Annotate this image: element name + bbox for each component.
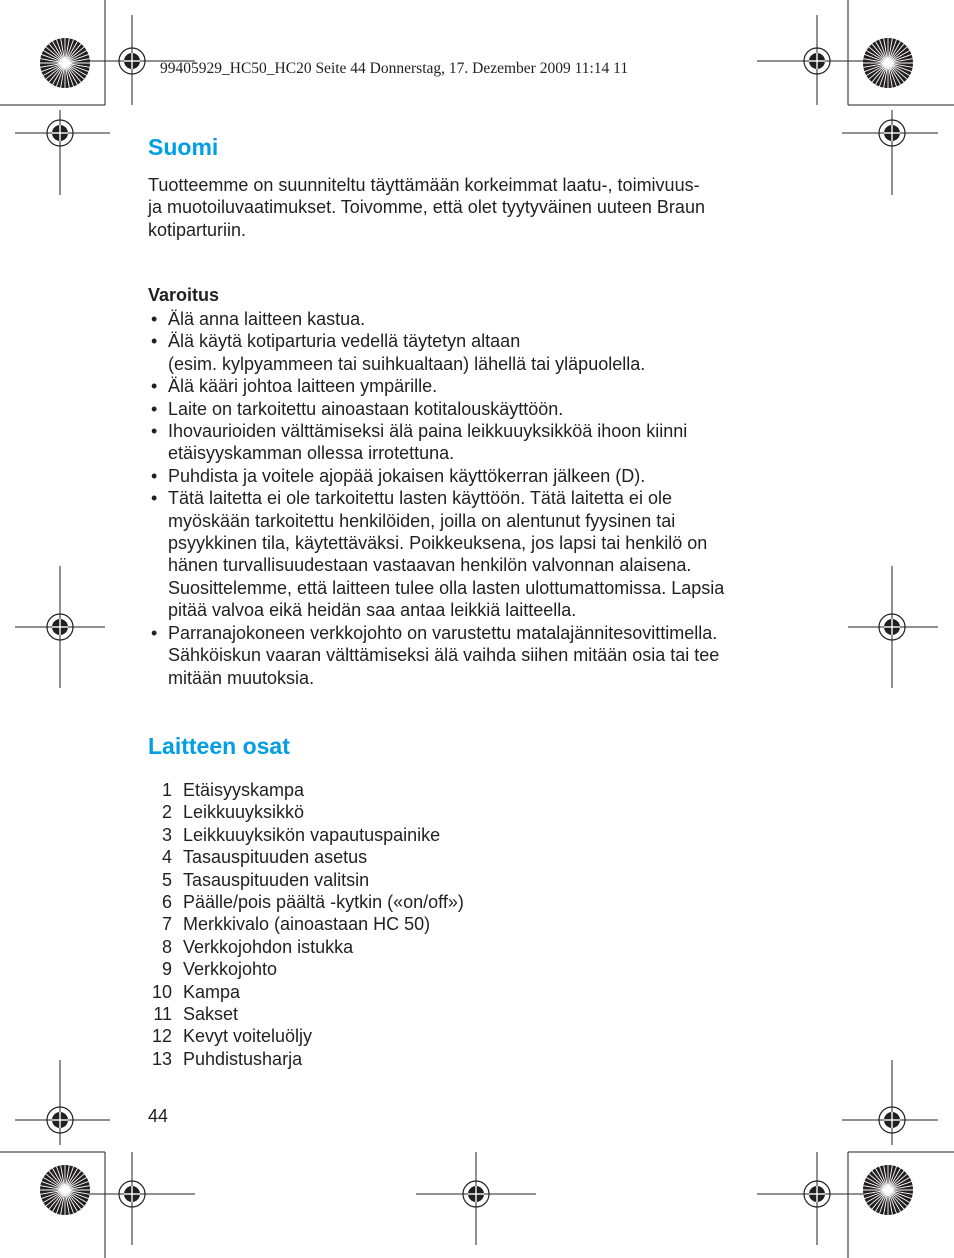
part-label: Kevyt voiteluöljy (183, 1026, 313, 1047)
part-number: 13 (151, 1048, 172, 1069)
part-label: Tasauspituuden valitsin (183, 869, 370, 890)
print-job-header: 99405929_HC50_HC20 Seite 44 Donnerstag, 17. Dezember 2009 11:14 11 (160, 60, 629, 77)
bullet-icon: • (151, 331, 158, 352)
part-number: 4 (161, 847, 172, 868)
part-label: Päälle/pois päältä -kytkin («on/off») (183, 892, 464, 913)
part-item (148, 779, 464, 801)
part-number: 5 (161, 869, 172, 890)
intro-line: ja muotoiluvaatimukset. Toivomme, että olet tyytyväinen uuteen Braun (148, 197, 705, 218)
part-item (148, 801, 464, 823)
warning-item-line: hänen turvallisuudestaan vastaavan henkilön valvonnan alaisena. (168, 555, 692, 576)
warning-item-line: Älä käytä kotiparturia vedellä täytetyn altaan (168, 331, 521, 352)
part-label: Tasauspituuden asetus (183, 847, 368, 868)
section-title-suomi: Suomi (148, 134, 219, 160)
part-label: Sakset (183, 1004, 239, 1025)
parts-list (148, 779, 464, 1070)
warning-item-line: mitään muutoksia. (168, 667, 315, 688)
intro-line: kotiparturiin. (148, 219, 247, 240)
warning-item-line: pitää valvoa eikä heidän saa antaa leikkiä laitteella. (168, 600, 577, 621)
bullet-icon: • (151, 398, 158, 419)
bullet-icon: • (151, 309, 158, 329)
bullet-icon: • (151, 488, 158, 509)
warning-item-line: etäisyyskamman ollessa irrotettuna. (168, 443, 455, 464)
warning-item-line: Parranajokoneen verkkojohto on varustettu matalajännitesovittimella. (168, 622, 718, 643)
part-number: 8 (161, 936, 172, 957)
warning-item (148, 622, 808, 689)
part-item (148, 891, 464, 913)
warning-item (148, 308, 808, 330)
part-number: 1 (161, 780, 172, 800)
part-item (148, 981, 464, 1003)
part-number: 7 (161, 914, 172, 935)
part-label: Kampa (183, 981, 241, 1002)
part-item (148, 913, 464, 935)
part-item (148, 1025, 464, 1047)
part-label: Etäisyyskampa (183, 780, 305, 800)
part-item (148, 846, 464, 868)
intro-line: Tuotteemme on suunniteltu täyttämään korkeimmat laatu-, toimivuus- (148, 175, 700, 195)
bullet-icon: • (151, 376, 158, 397)
part-label: Verkkojohdon istukka (183, 936, 354, 957)
warning-item-line: Tätä laitetta ei ole tarkoitettu lasten käyttöön. Tätä laitetta ei ole (168, 488, 672, 509)
section-title-parts: Laitteen osat (148, 733, 290, 759)
warning-item-line: Älä kääri johtoa laitteen ympärille. (168, 376, 438, 397)
part-label: Verkkojohto (183, 959, 278, 980)
part-number: 11 (153, 1004, 172, 1025)
warning-title: Varoitus (148, 285, 220, 305)
part-number: 9 (161, 959, 172, 980)
part-label: Leikkuuyksikön vapautuspainike (183, 824, 441, 845)
part-number: 12 (151, 1026, 172, 1047)
part-item (148, 869, 464, 891)
warning-item (148, 375, 808, 397)
warning-item-line: Sähköiskun vaaran välttämiseksi älä vaihda siihen mitään osia tai tee (168, 645, 720, 666)
warning-item-line: myöskään tarkoitettu henkilöiden, joilla on alentunut fyysinen tai (168, 510, 676, 531)
warning-item (148, 330, 808, 375)
warning-list (148, 308, 808, 689)
part-item (148, 1048, 464, 1070)
part-label: Puhdistusharja (183, 1048, 303, 1069)
warning-item (148, 398, 808, 420)
warning-item-line: Laite on tarkoitettu ainoastaan kotitalouskäyttöön. (168, 398, 564, 419)
bullet-icon: • (151, 622, 158, 643)
part-label: Leikkuuyksikkö (183, 802, 305, 823)
warning-item (148, 487, 808, 621)
part-label: Merkkivalo (ainoastaan HC 50) (183, 914, 431, 935)
warning-item (148, 420, 808, 465)
warning-item-line: Älä anna laitteen kastua. (168, 309, 366, 329)
warning-item-line: Puhdista ja voitele ajopää jokaisen käyttökerran jälkeen (D). (168, 465, 646, 486)
part-number: 3 (161, 824, 172, 845)
part-item (148, 1003, 464, 1025)
part-number: 2 (161, 802, 172, 823)
part-item (148, 958, 464, 980)
intro-paragraph (148, 174, 798, 241)
part-item (148, 824, 464, 846)
warning-item-line: Ihovaurioiden välttämiseksi älä paina leikkuuyksikköä ihoon kiinni (168, 421, 688, 442)
warning-item-line: Suosittelemme, että laitteen tulee olla lasten ulottumattomissa. Lapsia (168, 577, 725, 598)
bullet-icon: • (151, 465, 158, 486)
warning-item-line: (esim. kylpyammeen tai suihkualtaan) lähellä tai yläpuolella. (168, 353, 646, 374)
bullet-icon: • (151, 421, 158, 442)
part-number: 10 (151, 981, 172, 1002)
part-item (148, 936, 464, 958)
warning-item-line: psyykkinen tila, käytettäväksi. Poikkeuksena, jos lapsi tai henkilö on (168, 533, 708, 554)
part-number: 6 (161, 892, 172, 913)
page-number: 44 (148, 1106, 169, 1126)
warning-item (148, 465, 808, 487)
